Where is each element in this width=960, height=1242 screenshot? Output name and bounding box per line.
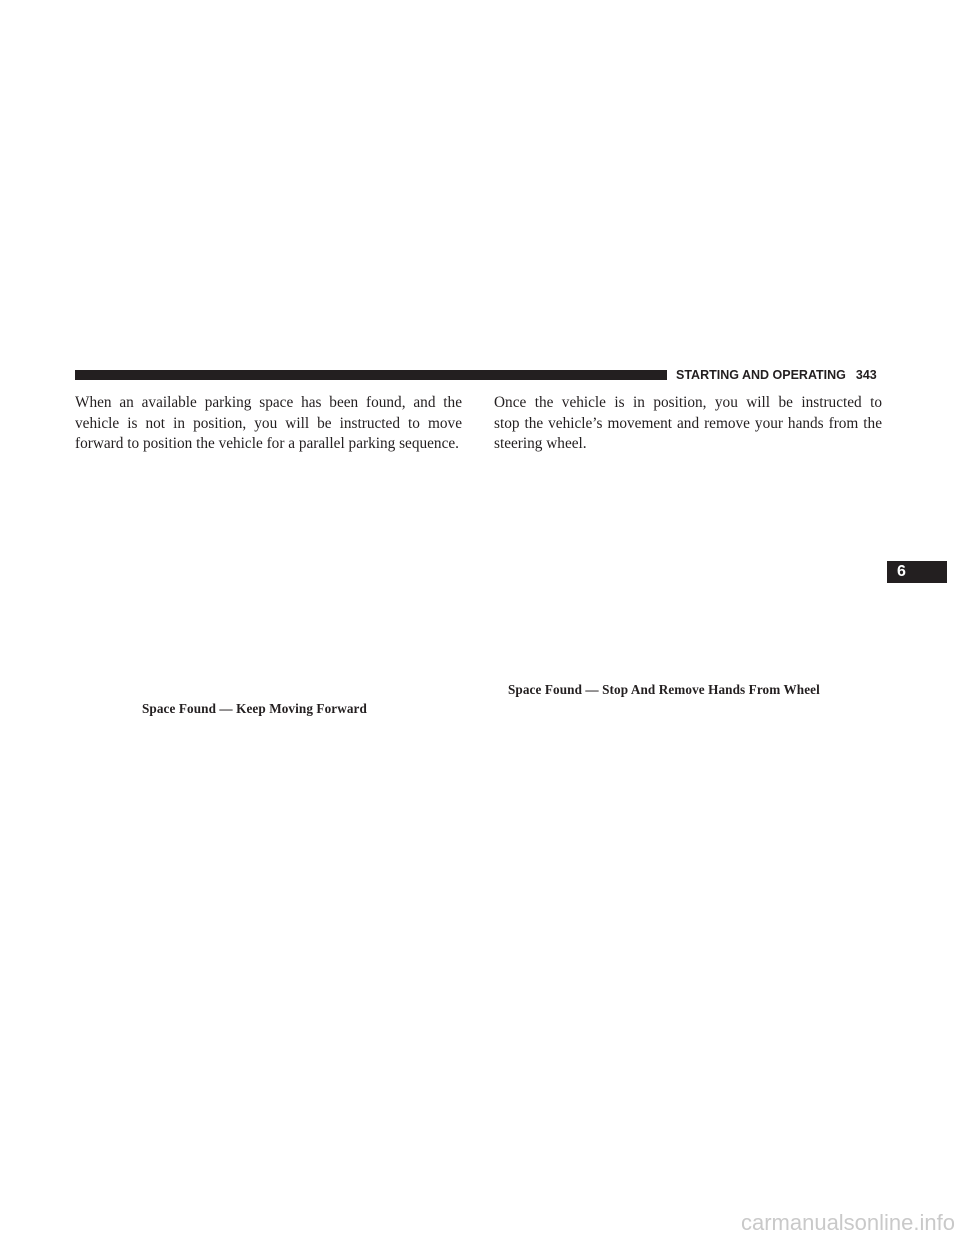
chapter-tab: 6 (887, 561, 947, 583)
right-paragraph-rest: stop the vehicle’s movement and remove your hands from the steering wheel. (494, 414, 882, 452)
watermark: carmanualsonline.info (740, 1210, 955, 1235)
figure-caption-right: Space Found — Stop And Remove Hands From Wheel (508, 682, 820, 697)
running-header (676, 366, 896, 384)
figure-caption-left: Space Found — Keep Moving Forward (142, 701, 367, 716)
section-title: STARTING AND OPERATING (676, 368, 846, 382)
header-rule (75, 370, 667, 380)
left-paragraph: When an available parking space has been found, and the vehicle is not in position, you will be instructed to move forward to position the vehicle for a parallel parking sequence. (75, 394, 462, 452)
right-paragraph (494, 393, 882, 455)
page-number: 343 (855, 368, 877, 382)
right-paragraph-line1: Once the vehicle is in position, you will be instructed to (494, 394, 882, 411)
